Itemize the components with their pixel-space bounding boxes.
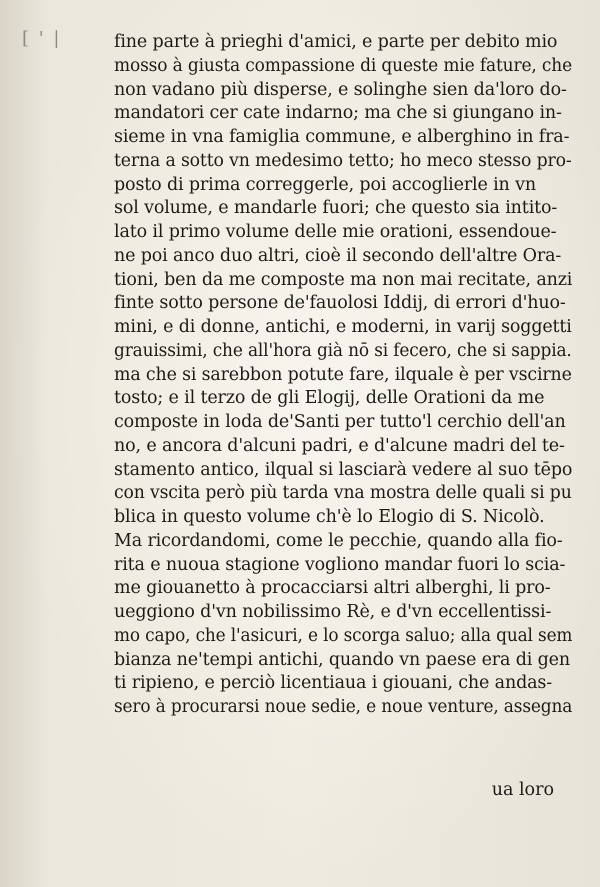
- text-line: composte in loda de'Santi per tutto'l cerchio dell'an: [114, 412, 566, 432]
- text-line: grauissimi, che all'hora già nō si fecero, che si sappia.: [114, 340, 572, 361]
- text-line: me giouanetto à procacciarsi altri alberghi, li pro-: [114, 578, 551, 599]
- catchword: ua loro: [491, 780, 554, 800]
- text-line: finte sotto persone de'fauolosi Iddij, di errori d'huo-: [114, 293, 566, 314]
- text-line: tioni, ben da me composte ma non mai recitate, anzi: [114, 269, 573, 290]
- text-line: sol volume, e mandarle fuori; che questo sia intito-: [114, 198, 558, 219]
- page-corner-mark: [ ' |: [22, 28, 62, 49]
- text-line: con vscita però più tarda vna mostra delle quali si pu: [114, 483, 572, 504]
- text-line: mandatori cer cate indarno; ma che si giungano in-: [114, 103, 562, 124]
- text-line: mo capo, che l'asicuri, e lo scorga saluo; alla qual sem: [114, 625, 573, 646]
- text-line: no, e ancora d'alcuni padri, e d'alcune madri del te-: [114, 435, 565, 456]
- text-line: tosto; e il terzo de gli Elogij, delle Orationi da me: [114, 388, 545, 409]
- text-line: Ma ricordandomi, come le pecchie, quando alla fio-: [114, 530, 563, 551]
- text-line: sieme in vna famiglia commune, e alberghino in fra-: [114, 127, 570, 147]
- text-line: posto di prima correggerle, poi accoglierle in vn: [114, 174, 536, 195]
- text-line: ma che si sarebbon potute fare, ilquale è per vscirne: [114, 364, 572, 385]
- text-line: bianza ne'tempi antichi, quando vn paese era di gen: [114, 649, 570, 670]
- text-line: stamento antico, ilqual si lasciarà vedere al suo tēpo: [114, 459, 573, 480]
- text-line: rita e nuoua stagione vogliono mandar fuori lo scia-: [114, 554, 566, 575]
- text-line: blica in questo volume ch'è lo Elogio di S. Nicolò.: [114, 507, 545, 527]
- text-line: lato il primo volume delle mie orationi, essendoue-: [114, 222, 557, 242]
- text-line: fine parte à prieghi d'amici, e parte per debito mio: [114, 32, 558, 52]
- text-line: non vadano più disperse, e solinghe sien da'loro do-: [114, 79, 567, 100]
- text-line: ne poi anco duo altri, cioè il secondo dell'altre Ora-: [114, 245, 562, 266]
- text-line: mosso à giusta compassione di queste mie fature, che: [114, 55, 573, 76]
- text-line: ueggiono d'vn nobilissimo Rè, e d'vn eccellentissi-: [114, 602, 552, 622]
- text-line: sero à procurarsi noue sedie, e noue venture, assegna: [114, 697, 573, 717]
- body-text: [114, 31, 572, 720]
- text-line: terna a sotto vn medesimo tetto; ho meco stesso pro-: [114, 150, 572, 171]
- text-line: mini, e di donne, antichi, e moderni, in varij soggetti: [114, 317, 572, 337]
- text-line: ti ripieno, e perciò licentiaua i giouani, che andas-: [114, 673, 553, 694]
